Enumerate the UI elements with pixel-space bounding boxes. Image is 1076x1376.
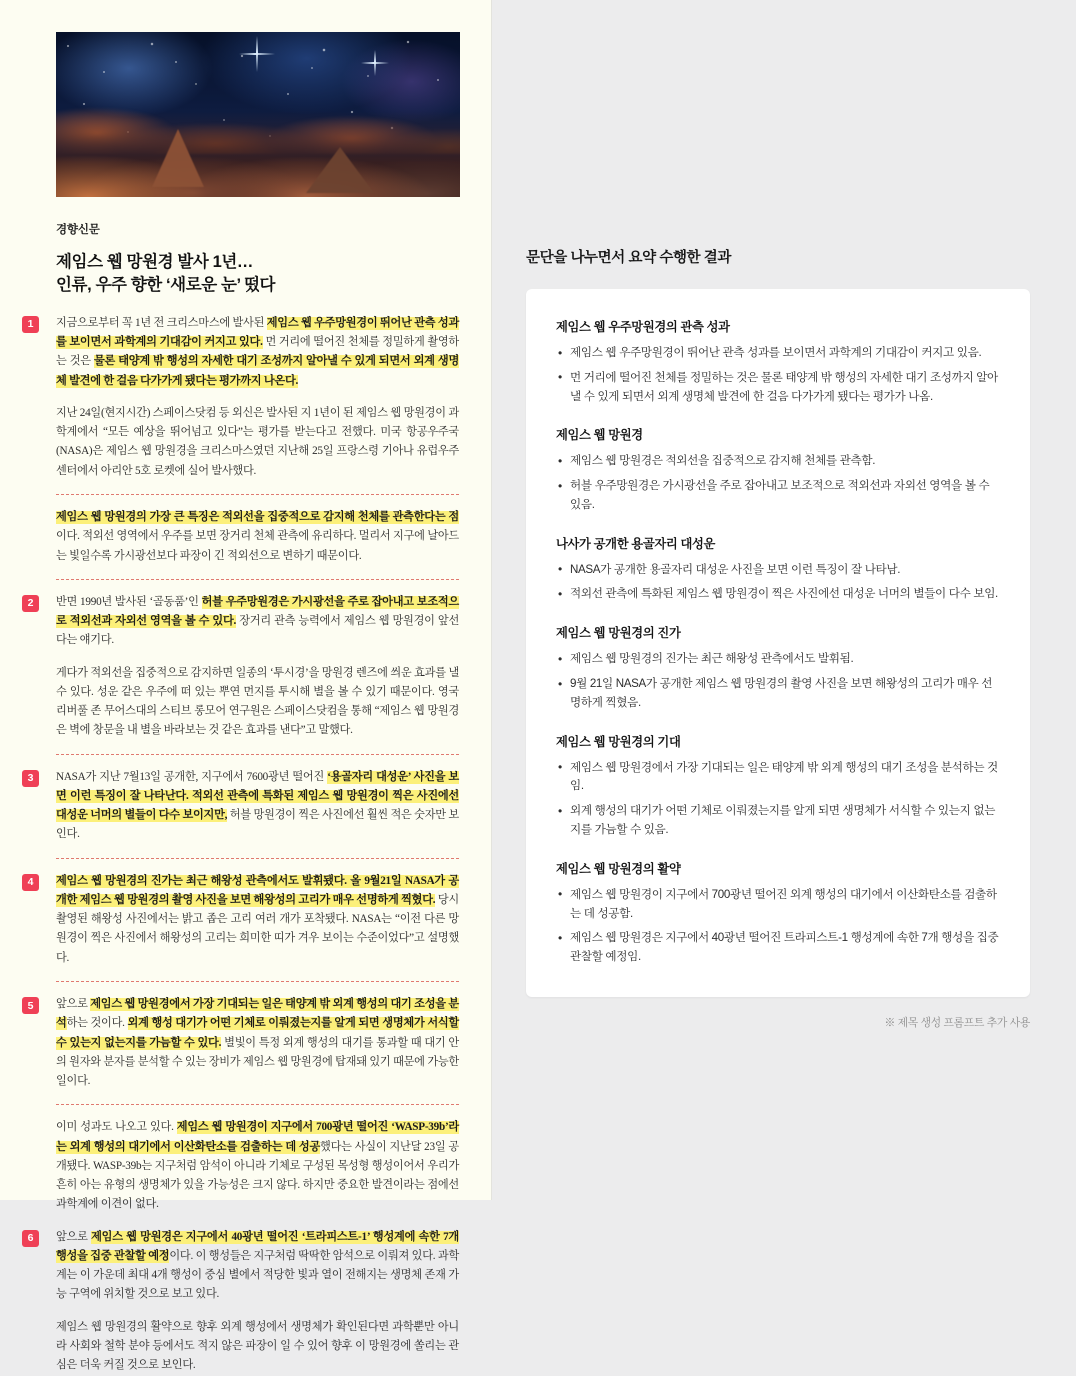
highlighted-text: 제임스 웹 망원경이 지구에서 700광년 떨어진 ‘WASP-39b’라는 외계 행성의 대기에서 이산화탄소를 검출하는 데 성공 — [56, 1121, 459, 1153]
article-body — [27, 314, 459, 1376]
list-item: • 먼 거리에 떨어진 천체를 정밀하는 것은 물론 태양계 밖 행성의 자세한 대기 조성까지 알아낼 수 있게 되면서 외계 생명체 발견에 한 걸음 다가가게 됐다는 평가가 나옴. — [556, 369, 1000, 407]
summary-heading: 문단을 나누면서 요약 수행한 결과 — [526, 250, 732, 266]
article-paragraph: 게다가 적외선을 집중적으로 감지하면 일종의 ‘투시경’을 망원경 렌즈에 씌운 효과를 낼 수 있다. 성운 같은 우주에 떠 있는 뿌연 먼지를 투시해 별을 볼 수 있기 때문이다. 영국 리버풀 존 무어스대의 스티브 롱모어 연구원은 스페이스닷컴을 통해 “제임스 웹 망원경은 벽에 창문을 내 별을 바라보는 것 같은 효과를 낸다”고 말했다. — [56, 666, 459, 737]
paragraph-marker-badge: 5 — [22, 997, 39, 1014]
article-paragraph: 제임스 웹 망원경의 활약으로 향후 외계 행성에서 생명체가 확인된다면 과학뿐만 아니라 사회와 철학 분야 등에서도 적지 않은 파장이 일 수 있어 향후 이 망원경에 쏠리는 관심은 더욱 커질 것으로 보인다. — [56, 1320, 459, 1372]
summary-footnote: ※ 제목 생성 프롬프트 추가 사용 — [884, 1016, 1030, 1029]
summary-bullet-list — [556, 886, 1000, 967]
summary-bullet-list — [556, 452, 1000, 514]
paragraph-marker-badge: 2 — [22, 595, 39, 612]
highlighted-text: 제임스 웹 망원경의 가장 큰 특징은 적외선을 집중적으로 감지해 천체를 관측한다는 점 — [56, 510, 459, 523]
list-item: • 9월 21일 NASA가 공개한 제임스 웹 망원경의 촬영 사진을 보면 해왕성의 고리가 매우 선명하게 찍혔음. — [556, 675, 1000, 713]
list-item: • 적외선 관측에 특화된 제임스 웹 망원경이 찍은 사진에선 대성운 너머의 별들이 다수 보임. — [556, 585, 1000, 604]
photo-nebula-lower — [56, 111, 460, 197]
article-paragraph-block — [27, 314, 459, 391]
article-paragraph-block — [56, 1318, 459, 1376]
list-item: • 제임스 웹 망원경에서 가장 기대되는 일은 태양계 밖 외계 행성의 대기 조성을 분석하는 것임. — [556, 759, 1000, 797]
article-paragraph-block — [56, 664, 459, 741]
photo-dust-peak — [306, 147, 374, 193]
headline-line-1: 제임스 웹 망원경 발사 1년… — [56, 253, 254, 271]
summary-section-title: 나사가 공개한 용골자리 대성운 — [556, 536, 716, 551]
summary-section-title: 제임스 웹 망원경 — [556, 428, 643, 443]
star-diffraction-spike-icon — [239, 53, 275, 55]
summary-card — [526, 289, 1030, 997]
summary-bullet-list — [556, 561, 1000, 605]
paragraph-marker-badge: 4 — [22, 874, 39, 891]
summary-section — [556, 534, 1000, 605]
article-column — [0, 0, 492, 1372]
summary-bullet-list — [556, 344, 1000, 406]
list-item: • 허블 우주망원경은 가시광선을 주로 잡아내고 보조적으로 적외선과 자외선 영역을 볼 수 있음. — [556, 477, 1000, 515]
headline-line-2: 인류, 우주 향한 ‘새로운 눈’ 떴다 — [56, 276, 276, 295]
summary-section — [556, 859, 1000, 967]
star-diffraction-spike-icon — [361, 62, 389, 64]
highlighted-text: 제임스 웹 망원경은 지구에서 40광년 떨어진 ‘트라피스트-1’ 행성계에 속한 7개 행성을 집중 관찰할 예정 — [56, 1230, 459, 1262]
article-paragraph-block — [27, 768, 459, 845]
article-paragraph: 제임스 웹 망원경의 가장 큰 특징은 적외선을 집중적으로 감지해 천체를 관측한다는 점이다. 적외선 영역에서 우주를 보면 장거리 천체 관측에 유리하다. 멀리서 지구에 날아드는 빛일수록 가시광선보다 파장이 긴 적외선으로 변하기 때문이다. — [56, 510, 459, 562]
list-item: • 외계 행성의 대기가 어떤 기체로 이뤄졌는지를 알게 되면 생명체가 서식할 수 있는지 없는지를 가늠할 수 있음. — [556, 802, 1000, 840]
article-paragraph-block — [27, 1228, 459, 1305]
article-paragraph: 제임스 웹 망원경의 진가는 최근 해왕성 관측에서도 발휘됐다. 올 9월21일 NASA가 공개한 제임스 웹 망원경의 촬영 사진을 보면 해왕성의 고리가 매우 선명하게 찍혔다. 당시 촬영된 해왕성 사진에서는 밝고 좁은 고리 여러 개가 포착됐다. NASA는 “이전 다른 망원경이 찍은 사진에서 해왕성의 고리는 희미한 띠가 겨우 보이는 수준이었다”고 설명했다. — [56, 874, 459, 964]
photo-dust-peak — [152, 129, 204, 187]
list-item: • 제임스 웹 망원경은 지구에서 40광년 떨어진 트라피스트-1 행성계에 속한 7개 행성을 집중 관찰할 예정임. — [556, 929, 1000, 967]
article-paragraph: 지난 24일(현지시간) 스페이스닷컴 등 외신은 발사된 지 1년이 된 제임스 웹 망원경이 과학계에서 “모든 예상을 뛰어넘고 있다”는 평가를 받는다고 전했다. 미국 항공우주국(NASA)은 제임스 웹 망원경을 크리스마스였던 지난해 25일 프랑스령 기아나 유럽우주센터에서 아리안 5호 로켓에 실어 발사했다. — [56, 406, 459, 477]
list-item: • 제임스 웹 망원경은 적외선을 집중적으로 감지해 천체를 관측함. — [556, 452, 1000, 471]
highlighted-text: 외계 행성 대기가 어떤 기체로 이뤄졌는지를 알게 되면 생명체가 서식할 수 있는지 없는지를 가늠할 수 있다. — [56, 1017, 459, 1049]
paragraph-divider — [56, 494, 459, 495]
list-item: • 제임스 웹 망원경이 지구에서 700광년 떨어진 외계 행성의 대기에서 이산화탄소를 검출하는 데 성공함. — [556, 886, 1000, 924]
paragraph-divider — [56, 981, 459, 982]
article-paragraph-block — [27, 995, 459, 1091]
article-paragraph: 반면 1990년 발사된 ‘골동품’인 허블 우주망원경은 가시광선을 주로 잡아내고 보조적으로 적외선과 자외선 영역을 볼 수 있다. 장거리 관측 능력에서 제임스 웹 망원경이 앞선다는 얘기다. — [56, 595, 459, 647]
article-paragraph-block — [56, 404, 459, 481]
paragraph-divider — [56, 754, 459, 755]
summary-bullet-list — [556, 759, 1000, 840]
list-item: • 제임스 웹 우주망원경이 뛰어난 관측 성과를 보이면서 과학계의 기대감이 커지고 있음. — [556, 344, 1000, 363]
article-source: 경향신문 — [56, 224, 100, 236]
nebula-photo — [56, 32, 460, 197]
article-paragraph-block — [56, 1118, 459, 1214]
article-paragraph: 지금으로부터 꼭 1년 전 크리스마스에 발사된 제임스 웹 우주망원경이 뛰어난 관측 성과를 보이면서 과학계의 기대감이 커지고 있다. 먼 거리에 떨어진 천체를 정밀하게 촬영하는 것은 물론 태양계 밖 행성의 자세한 대기 조성까지 알아낼 수 있게 되면서 외계 생명체 발견에 한 걸음 다가가게 됐다는 평가까지 나온다. — [56, 316, 459, 387]
summary-section — [556, 623, 1000, 712]
page-title — [56, 251, 459, 298]
highlighted-text: 허블 우주망원경은 가시광선을 주로 잡아내고 보조적으로 적외선과 자외선 영역을 볼 수 있다. — [56, 595, 459, 628]
highlighted-text: 제임스 웹 망원경의 진가는 최근 해왕성 관측에서도 발휘됐다. 올 9월21일 NASA가 공개한 제임스 웹 망원경의 촬영 사진을 보면 해왕성의 고리가 매우 선명하게 찍혔다. — [56, 874, 459, 906]
summary-section — [556, 425, 1000, 514]
paragraph-divider — [56, 579, 459, 580]
summary-bullet-list — [556, 650, 1000, 712]
paragraph-divider — [56, 1104, 459, 1105]
highlighted-text: 제임스 웹 우주망원경이 뛰어난 관측 성과를 보이면서 과학계의 기대감이 커지고 있다. — [56, 316, 459, 349]
paragraph-marker-badge: 6 — [22, 1230, 39, 1247]
article-paragraph-block — [27, 593, 459, 651]
article-paragraph-block — [56, 508, 459, 566]
summary-section-title: 제임스 웹 망원경의 기대 — [556, 734, 681, 749]
paragraph-marker-badge: 3 — [22, 770, 39, 787]
list-item: • 제임스 웹 망원경의 진가는 최근 해왕성 관측에서도 발휘됨. — [556, 650, 1000, 669]
paragraph-divider — [56, 858, 459, 859]
article-paragraph: 앞으로 제임스 웹 망원경에서 가장 기대되는 일은 태양계 밖 외계 행성의 대기 조성을 분석하는 것이다. 외계 행성 대기가 어떤 기체로 이뤄졌는지를 알게 되면 생명체가 서식할 수 있는지 없는지를 가늠할 수 있다. 별빛이 특정 외계 행성의 대기를 통과할 때 대기 안의 원자와 분자를 분석할 수 있는 장비가 제임스 웹 망원경에 탑재돼 있기 때문에 가능한 일이다. — [56, 998, 459, 1088]
summary-column — [492, 0, 1076, 1200]
highlighted-text: 물론 태양계 밖 행성의 자세한 대기 조성까지 알아낼 수 있게 되면서 외계 생명체 발견에 한 걸음 다가가게 됐다는 평가까지 나온다. — [56, 355, 459, 387]
paragraph-marker-badge: 1 — [22, 316, 39, 333]
summary-section-title: 제임스 웹 우주망원경의 관측 성과 — [556, 320, 730, 334]
highlighted-text: ‘용골자리 대성운’ 사진을 보면 이런 특징이 잘 나타난다. 적외선 관측에 특화된 제임스 웹 망원경이 찍은 사진에선 대성운 너머의 별들이 다수 보이지만, — [56, 770, 459, 822]
article-paragraph: 앞으로 제임스 웹 망원경은 지구에서 40광년 떨어진 ‘트라피스트-1’ 행성계에 속한 7개 행성을 집중 관찰할 예정이다. 이 행성들은 지구처럼 딱딱한 암석으로 이뤄져 있다. 과학계는 이 가운데 최대 4개 행성이 중심 별에서 적당한 빛과 열이 전해지는 생명체 존재 가능 구역에 위치할 것으로 보고 있다. — [56, 1230, 459, 1301]
article-paragraph: 이미 성과도 나오고 있다. 제임스 웹 망원경이 지구에서 700광년 떨어진 ‘WASP-39b’라는 외계 행성의 대기에서 이산화탄소를 검출하는 데 성공했다는 사실이 지난달 23일 공개됐다. WASP-39b는 지구처럼 암석이 아니라 기체로 구성된 목성형 행성이어서 우리가 흔히 아는 유형의 생명체가 있을 가능성은 크지 않다. 하지만 중요한 발견이라는 점에선 과학계에 이견이 없다. — [56, 1121, 459, 1211]
list-item: • NASA가 공개한 용골자리 대성운 사진을 보면 이런 특징이 잘 나타남. — [556, 561, 1000, 580]
article-paragraph: NASA가 지난 7월13일 공개한, 지구에서 7600광년 떨어진 ‘용골자리 대성운’ 사진을 보면 이런 특징이 잘 나타난다. 적외선 관측에 특화된 제임스 웹 망원경이 찍은 사진에선 대성운 너머의 별들이 다수 보이지만, 허블 망원경이 찍은 사진에선 훨씬 적은 숫자만 보인다. — [56, 770, 459, 841]
article-paragraph-block — [27, 872, 459, 968]
summary-section — [556, 732, 1000, 840]
summary-section-title: 제임스 웹 망원경의 진가 — [556, 626, 681, 641]
summary-section-title: 제임스 웹 망원경의 활약 — [556, 861, 681, 876]
summary-section — [556, 317, 1000, 406]
highlighted-text: 제임스 웹 망원경에서 가장 기대되는 일은 태양계 밖 외계 행성의 대기 조성을 분석 — [56, 998, 459, 1030]
